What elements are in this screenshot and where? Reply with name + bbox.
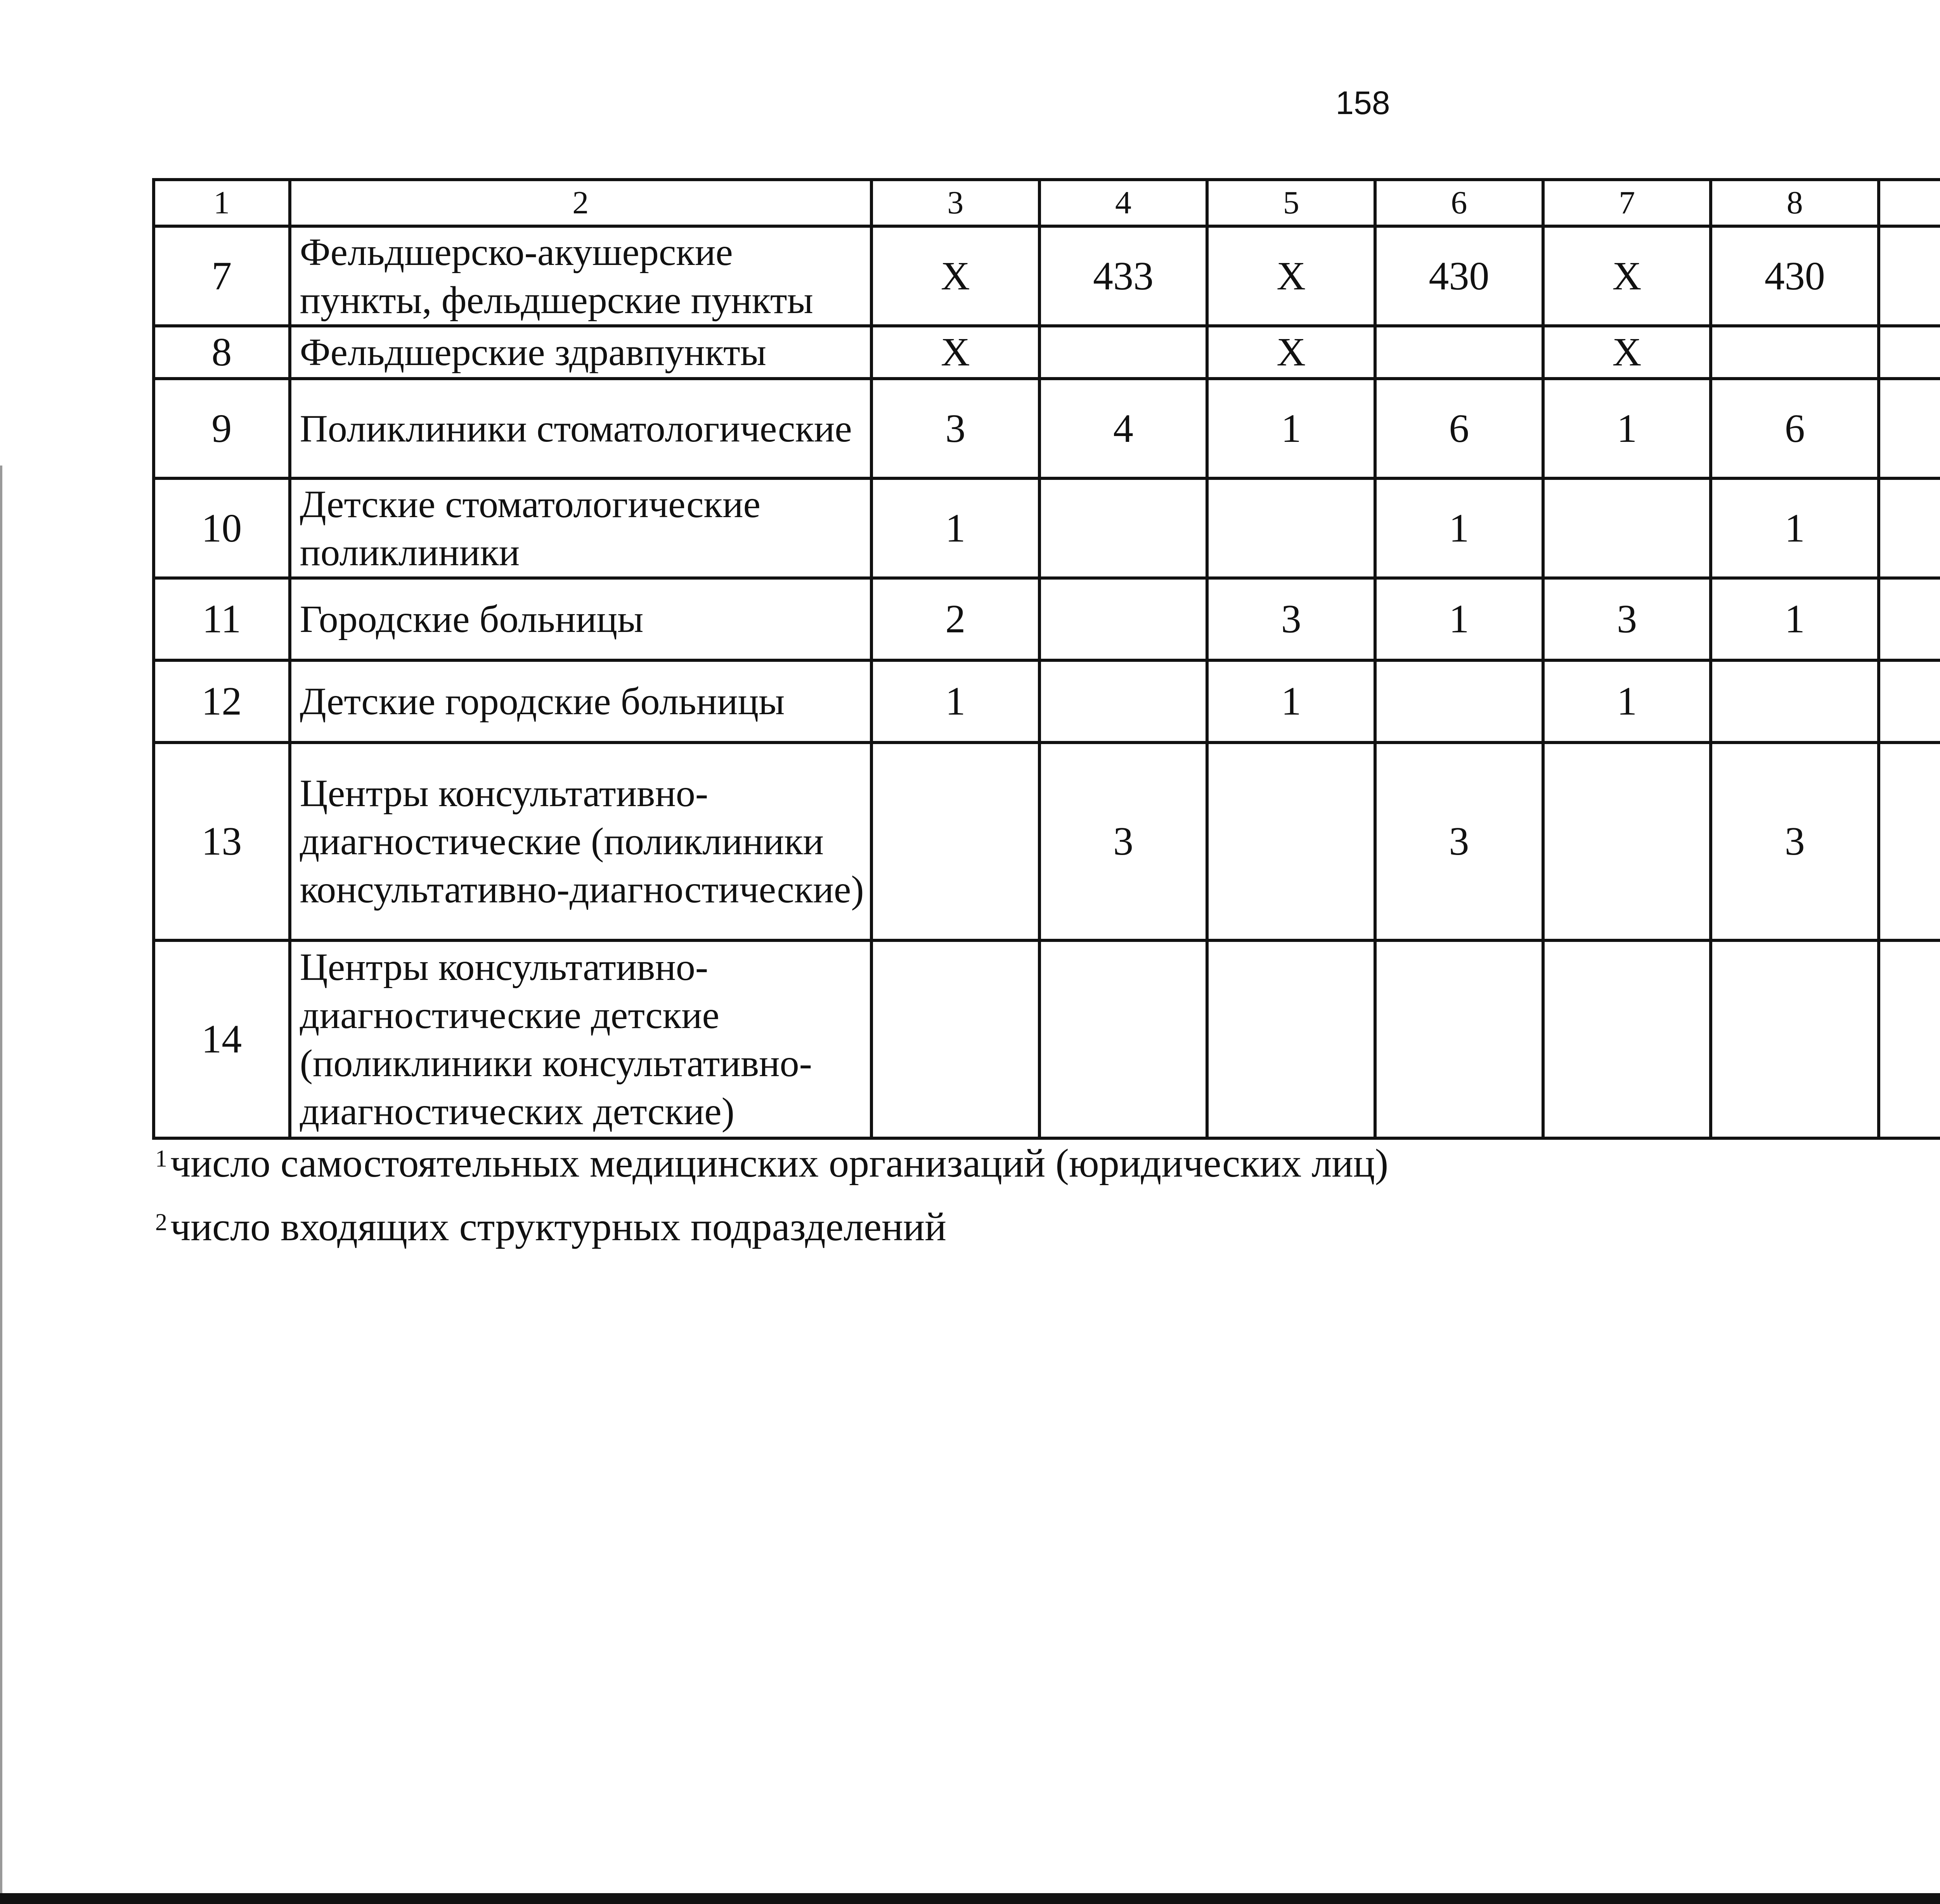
value-cell: 1 <box>1711 478 1879 578</box>
value-cell <box>1711 940 1879 1138</box>
value-cell <box>1879 478 1940 578</box>
value-cell <box>871 743 1039 940</box>
header-cell: 7 <box>1543 180 1711 226</box>
value-cell: 1 <box>1207 379 1375 478</box>
footnote-2 <box>155 1202 1940 1257</box>
table-row <box>154 326 1940 379</box>
footnote-text: число самостоятельных медицинских организаций (юридических лиц) <box>170 1141 1389 1186</box>
table-row <box>154 578 1940 660</box>
value-cell <box>1207 743 1375 940</box>
header-cell: 1 <box>154 180 290 226</box>
value-cell <box>1039 326 1207 379</box>
value-cell <box>1879 660 1940 743</box>
value-cell: 3 <box>1207 578 1375 660</box>
header-cell <box>1879 180 1940 226</box>
value-cell: 6 <box>1711 379 1879 478</box>
value-cell <box>1543 478 1711 578</box>
value-cell: 3 <box>871 379 1039 478</box>
value-cell <box>1879 578 1940 660</box>
value-cell: 4 <box>1039 379 1207 478</box>
header-cell: 2 <box>290 180 871 226</box>
value-cell: 1 <box>1543 660 1711 743</box>
value-cell <box>1039 578 1207 660</box>
value-cell <box>1879 326 1940 379</box>
value-cell: 6 <box>1375 379 1543 478</box>
table-row <box>154 940 1940 1138</box>
value-cell: 430 <box>1711 226 1879 326</box>
value-cell <box>1039 660 1207 743</box>
value-cell <box>1375 326 1543 379</box>
value-cell <box>1879 379 1940 478</box>
value-cell <box>1879 940 1940 1138</box>
value-cell: X <box>1207 226 1375 326</box>
value-cell <box>1375 660 1543 743</box>
row-number-cell: 10 <box>154 478 290 578</box>
value-cell: 3 <box>1375 743 1543 940</box>
value-cell: 1 <box>1711 578 1879 660</box>
value-cell: X <box>1543 326 1711 379</box>
row-number-cell: 11 <box>154 578 290 660</box>
value-cell <box>1879 226 1940 326</box>
row-number-cell: 8 <box>154 326 290 379</box>
value-cell: X <box>871 226 1039 326</box>
table-row <box>154 226 1940 326</box>
value-cell <box>1207 940 1375 1138</box>
footnotes <box>155 1139 1940 1266</box>
value-cell: 3 <box>1543 578 1711 660</box>
value-cell: X <box>1543 226 1711 326</box>
row-number-cell: 14 <box>154 940 290 1138</box>
value-cell: 1 <box>1543 379 1711 478</box>
row-number-cell: 12 <box>154 660 290 743</box>
value-cell <box>1543 743 1711 940</box>
value-cell <box>1207 478 1375 578</box>
table-header-row <box>154 180 1940 226</box>
table-row <box>154 660 1940 743</box>
table-row <box>154 379 1940 478</box>
value-cell <box>1711 326 1879 379</box>
table-row <box>154 478 1940 578</box>
scan-edge-left <box>0 466 2 1893</box>
value-cell: 1 <box>1207 660 1375 743</box>
value-cell: 1 <box>1375 578 1543 660</box>
value-cell: 1 <box>871 478 1039 578</box>
header-cell: 6 <box>1375 180 1543 226</box>
value-cell: 430 <box>1375 226 1543 326</box>
table-row <box>154 743 1940 940</box>
value-cell <box>871 940 1039 1138</box>
value-cell: 1 <box>871 660 1039 743</box>
footnote-text: число входящих структурных подразделений <box>170 1205 946 1249</box>
row-name-cell: Центры консультативно-диагностические детские (поликлиники консультативно-диагностических детские) <box>290 940 871 1138</box>
row-number-cell: 9 <box>154 379 290 478</box>
value-cell: 2 <box>871 578 1039 660</box>
value-cell: 3 <box>1711 743 1879 940</box>
header-cell: 8 <box>1711 180 1879 226</box>
scan-edge-bottom <box>0 1893 1940 1904</box>
value-cell <box>1543 940 1711 1138</box>
row-name-cell: Детские городские больницы <box>290 660 871 743</box>
row-name-cell: Поликлиники стоматологические <box>290 379 871 478</box>
value-cell: 1 <box>1375 478 1543 578</box>
row-name-cell: Городские больницы <box>290 578 871 660</box>
row-number-cell: 13 <box>154 743 290 940</box>
page-number: 158 <box>1335 85 1390 121</box>
row-number-cell: 7 <box>154 226 290 326</box>
data-table <box>152 178 1940 1140</box>
value-cell: 3 <box>1039 743 1207 940</box>
footnote-1 <box>155 1139 1940 1194</box>
footnote-mark: 1 <box>155 1146 167 1172</box>
row-name-cell: Детские стоматологические поликлиники <box>290 478 871 578</box>
value-cell <box>1039 478 1207 578</box>
header-cell: 4 <box>1039 180 1207 226</box>
value-cell <box>1375 940 1543 1138</box>
row-name-cell: Фельдшерско-акушерские пункты, фельдшерские пункты <box>290 226 871 326</box>
header-cell: 5 <box>1207 180 1375 226</box>
footnote-mark: 2 <box>155 1209 167 1236</box>
header-cell: 3 <box>871 180 1039 226</box>
value-cell: X <box>1207 326 1375 379</box>
value-cell: X <box>871 326 1039 379</box>
value-cell: 433 <box>1039 226 1207 326</box>
value-cell <box>1039 940 1207 1138</box>
value-cell <box>1879 743 1940 940</box>
value-cell <box>1711 660 1879 743</box>
row-name-cell: Центры консультативно-диагностические (поликлиники консультативно-диагностические) <box>290 743 871 940</box>
row-name-cell: Фельдшерские здравпункты <box>290 326 871 379</box>
